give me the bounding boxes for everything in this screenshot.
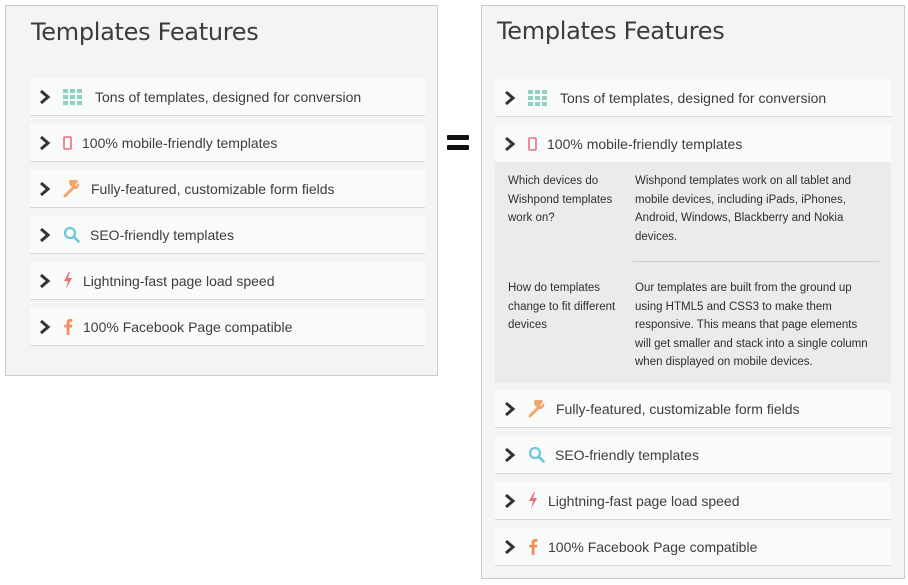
- accordion-item-seo[interactable]: [30, 216, 425, 254]
- search-icon: [63, 226, 80, 243]
- chevron-right-icon: [39, 90, 51, 104]
- lightning-icon: [63, 272, 73, 289]
- accordion-label: Fully-featured, customizable form fields: [556, 400, 800, 417]
- accordion-item-templates[interactable]: [30, 78, 425, 116]
- accordion-item-facebook[interactable]: [495, 528, 891, 566]
- accordion-label: SEO-friendly templates: [90, 226, 234, 243]
- accordion-item-form-fields[interactable]: [495, 390, 891, 428]
- wrench-icon: [63, 180, 81, 198]
- accordion-item-seo[interactable]: [495, 436, 891, 474]
- grid-icon: [528, 90, 548, 106]
- chevron-right-icon: [504, 540, 516, 554]
- panel-title: Templates Features: [31, 18, 259, 46]
- accordion-item-mobile-expanded[interactable]: [495, 125, 891, 163]
- chevron-right-icon: [39, 274, 51, 288]
- mobile-icon: [63, 136, 72, 150]
- accordion-item-mobile[interactable]: [30, 124, 425, 162]
- accordion-detail-mobile: [495, 162, 891, 383]
- accordion-item-form-fields[interactable]: [30, 170, 425, 208]
- search-icon: [528, 446, 545, 463]
- features-panel-expanded: [481, 5, 905, 579]
- accordion-label: SEO-friendly templates: [555, 446, 699, 463]
- wrench-icon: [528, 400, 546, 418]
- accordion-label: 100% Facebook Page compatible: [548, 538, 758, 555]
- grid-icon: [63, 89, 83, 105]
- faq-question: How do templates change to fit different devices: [508, 282, 616, 331]
- mobile-icon: [528, 137, 537, 151]
- chevron-right-icon: [39, 136, 51, 150]
- panel-title: Templates Features: [497, 17, 725, 45]
- chevron-right-icon: [39, 182, 51, 196]
- chevron-right-icon: [39, 320, 51, 334]
- features-panel-collapsed: [5, 5, 438, 376]
- accordion-item-templates[interactable]: [495, 79, 891, 117]
- chevron-right-icon: [504, 137, 516, 151]
- faq-answer: Our templates are built from the ground up using HTML5 and CSS3 to make them responsive. This means that page elements will get smaller and stack into a single column when displayed on mobile devices.: [635, 282, 868, 368]
- equals-sign: [447, 135, 469, 150]
- accordion-label: 100% Facebook Page compatible: [83, 318, 293, 335]
- accordion-item-facebook[interactable]: [30, 308, 425, 346]
- accordion-label: Lightning-fast page load speed: [83, 272, 275, 289]
- chevron-right-icon: [39, 228, 51, 242]
- accordion-label: Fully-featured, customizable form fields: [91, 180, 335, 197]
- accordion-label: Tons of templates, designed for conversion: [560, 89, 827, 106]
- chevron-right-icon: [504, 494, 516, 508]
- faq-question: Which devices do Wishpond templates work on?: [508, 175, 613, 224]
- facebook-icon: [528, 538, 538, 555]
- accordion-label: 100% mobile-friendly templates: [547, 136, 743, 152]
- accordion-label: 100% mobile-friendly templates: [82, 134, 278, 151]
- faq-answer: Wishpond templates work on all tablet and mobile devices, including iPads, iPhones, Android, Windows, Blackberry and Nokia devices.: [635, 175, 852, 243]
- chevron-right-icon: [504, 402, 516, 416]
- chevron-right-icon: [504, 91, 516, 105]
- accordion-label: Lightning-fast page load speed: [548, 492, 740, 509]
- accordion-item-speed[interactable]: [495, 482, 891, 520]
- accordion-item-speed[interactable]: [30, 262, 425, 300]
- faq-divider: [633, 261, 879, 262]
- accordion-label: Tons of templates, designed for conversion: [95, 88, 362, 105]
- facebook-icon: [63, 318, 73, 335]
- chevron-right-icon: [504, 448, 516, 462]
- lightning-icon: [528, 492, 538, 509]
